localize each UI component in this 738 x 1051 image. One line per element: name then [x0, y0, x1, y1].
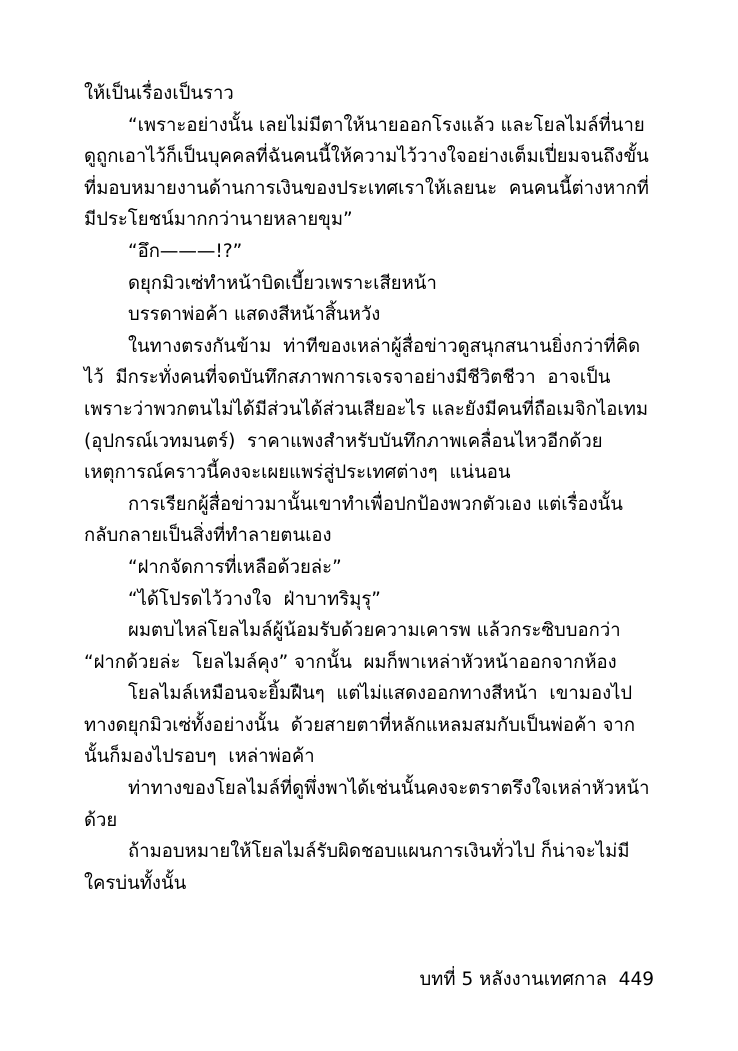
- paragraph: โยลไมล์เหมือนจะยิ้มฝืนๆ แต่ไม่แสดงออกทางสีหน้า เขามองไปทางดยุกมิวเซ่ทั้งอย่างนั้น ด้วยสายตาที่หลักแหลมสมกับเป็นพ่อค้า จากนั้นก็มองไปรอบๆ เหล่าพ่อค้า: [84, 683, 636, 768]
- paragraph: ในทางตรงกันข้าม ท่าทีของเหล่าผู้สื่อข่าวดูสนุกสนานยิ่งกว่าที่คิดไว้ มีกระทั่งคนที่จดบันทึกสภาพการเจรจาอย่างมีชีวิตชีวา อาจเป็นเพราะว่าพวกตนไม่ได้มีส่วนได้ส่วนเสียอะไร และยังมีคนที่ถือเมจิกไอเทม (อุปกรณ์เวทมนตร์) ราคาแพงสำหรับบันทึกภาพเคลื่อนไหวอีกด้วย เหตุการณ์คราวนี้คงจะเผยแพร่สู่ประเทศต่างๆ แน่นอน: [84, 335, 654, 484]
- paragraph: ดยุกมิวเซ่ทำหน้าบิดเบี้ยวเพราะเสียหน้า: [128, 272, 437, 294]
- paragraph: “ฝากจัดการที่เหลือด้วยล่ะ”: [128, 556, 342, 578]
- paragraph: บรรดาพ่อค้า แสดงสีหน้าสิ้นหวัง: [128, 304, 381, 326]
- paragraph: “ได้โปรดไว้วางใจ ฝ่าบาทริมุรุ”: [128, 588, 381, 610]
- paragraph: การเรียกผู้สื่อข่าวมานั้นเขาทำเพื่อปกป้องพวกตัวเอง แต่เรื่องนั้นกลับกลายเป็นสิ่งที่ทำลายตนเอง: [84, 493, 623, 547]
- paragraph: ผมตบไหล่โยลไมล์ผู้น้อมรับด้วยความเคารพ แล้วกระซิบบอกว่า “ฝากด้วยล่ะ โยลไมล์คุง” จากนั้น ผมก็พาเหล่าหัวหน้าออกจากห้อง: [84, 620, 627, 673]
- paragraph: ท่าทางของโยลไมล์ที่ดูพึ่งพาได้เช่นนั้นคงจะตราตรึงใจเหล่าหัวหน้าด้วย: [84, 778, 650, 831]
- paragraph: “อึก———!?”: [128, 240, 243, 262]
- paragraph: “เพราะอย่างนั้น เลยไม่มีตาให้นายออกโรงแล้ว และโยลไมล์ที่นายดูถูกเอาไว้ก็เป็นบุคคลที่ฉันคนนี้ให้ความไว้วางใจอย่างเต็มเปี่ยมจนถึงขั้นที่มอบหมายงานด้านการเงินของประเทศเราให้เลยนะ คนคนนี้ต่างหากที่มีประโยชน์มากกว่านายหลายขุม”: [84, 114, 649, 231]
- page-footer: บทที่ 5 หลังงานเทศกาล 449: [419, 969, 654, 990]
- paragraph: ให้เป็นเรื่องเป็นราว: [84, 83, 234, 104]
- paragraph: ถ้ามอบหมายให้โยลไมล์รับผิดชอบแผนการเงินทั่วไป ก็น่าจะไม่มีใครบ่นทั้งนั้น: [84, 841, 630, 894]
- body-text-column: [84, 78, 654, 899]
